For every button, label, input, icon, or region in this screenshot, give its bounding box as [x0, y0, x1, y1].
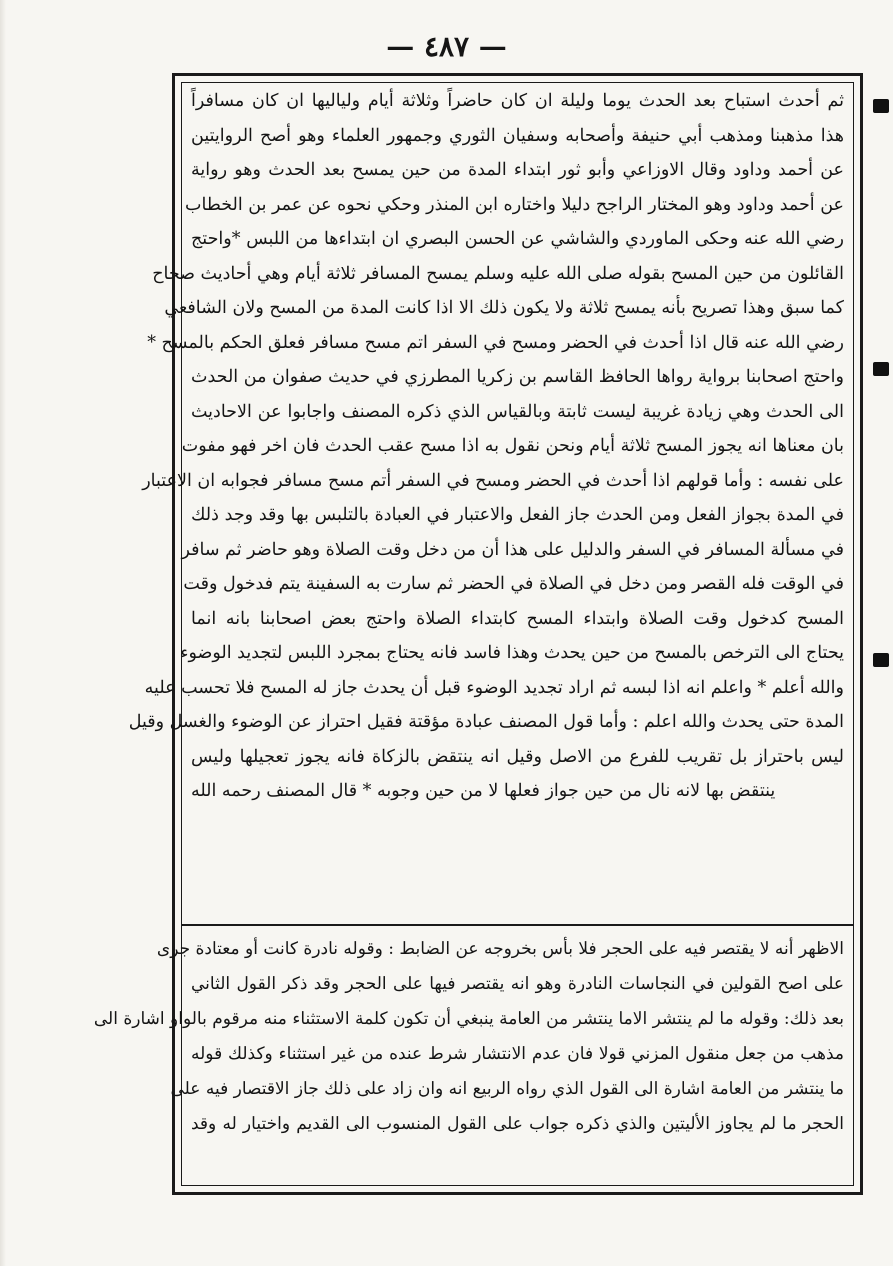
text-line: كما سبق وهذا تصريح بأنه يمسح ثلاثة ولا يكون ذلك الا اذا كانت المدة من المسح ولان الشافعي — [164, 298, 844, 318]
text-line: بان معناها انه يجوز المسح ثلاثة أيام ونحن نقول به اذا مسح عقب الحدث فان اخر فهو مفوت — [181, 436, 844, 456]
text-line: في المدة بجواز الفعل ومن الحدث جاز الفعل والاعتبار في العبادة بالتلبس بها وقد وجد ذلك — [191, 505, 844, 525]
footnote-line: الحجر ما لم يجاوز الأليتين والذي ذكره جواب على القول المنسوب الى القديم واختيار له وقد — [191, 1114, 844, 1134]
text-line: في مسألة المسافر في السفر والدليل على هذا أن من دخل وقت الصلاة وهو حاضر ثم سافر — [181, 539, 844, 560]
text-line: المسح كدخول وقت الصلاة وابتداء المسح كابتداء الصلاة واحتج بعض اصحابنا بانه انما — [191, 608, 844, 629]
text-line: ثم أحدث استباح بعد الحدث يوما وليلة ان كان حاضراً وثلاثة أيام ولياليها ان كان مسافراً — [191, 91, 844, 111]
text-line: الى الحدث وهي زيادة غريبة ليست ثابتة وبالقياس الذي ذكره المصنف واجابوا عن الاحاديث — [191, 401, 844, 422]
text-line: عن أحمد وداود وهو المختار الراجح دليلا واختاره ابن المنذر وحكي نحوه عن عمر بن الخطاب — [185, 194, 844, 215]
main-text — [128, 84, 844, 912]
footnote-line: ما ينتشر من العامة اشارة الى القول الذي رواه الربيع انه وان زاد على ذلك جاز الاقتصار فيه على — [170, 1079, 844, 1099]
text-line: يحتاج الى الترخص بالمسح من حين يحدث وهذا فاسد فانه يحتاج بمجرد اللبس لتجديد الوضوء — [180, 643, 844, 663]
scan-edge — [0, 0, 6, 1266]
footnote-separator — [181, 924, 854, 926]
text-line: المدة حتى يحدث والله اعلم : وأما قول المصنف عبادة مؤقتة فقيل احتراز عن الوضوء والغسل وقيل — [128, 712, 844, 732]
text-line: على نفسه : وأما قولهم اذا أحدث في الحضر ومسح في السفر أتم مسح مسافر فجوابه ان الاعتبار — [142, 470, 844, 491]
footnote-line: بعد ذلك: وقوله ما لم ينتشر الاما ينتشر من العامة ينبغي أن تكون كلمة الاستثناء منه مرقوم بالواو اشارة الى — [93, 1009, 844, 1029]
page-number: — ٤٨٧ — — [386, 30, 507, 63]
margin-bullet-icon — [873, 362, 889, 376]
page-frame — [93, 73, 863, 1195]
text-line: رضي الله عنه وحكى الماوردي والشاشي عن الحسن البصري ان ابتداءها من اللبس *واحتج — [191, 229, 844, 249]
text-line: واحتج اصحابنا برواية رواها الحافظ القاسم بن زكريا المطرزي في حديث صفوان من الحدث — [191, 367, 844, 387]
text-line: رضي الله عنه قال اذا أحدث في الحضر ومسح في السفر اتم مسح مسافر فعلق الحكم بالمسح * — [147, 332, 844, 353]
margin-bullet-icon — [873, 99, 889, 113]
text-line: ليس باحتراز بل تقريب للفرع من الاصل وقيل انه ينتقض بالزكاة فانه يجوز تعجيلها وليس — [191, 746, 844, 767]
text-line: هذا مذهبنا ومذهب أبي حنيفة وأصحابه وسفيان الثوري وجمهور العلماء وهو أصح الروايتين — [191, 125, 844, 146]
margin-bullet-icon — [873, 653, 889, 667]
text-line: والله أعلم * واعلم انه اذا لبسه ثم اراد تجديد الوضوء قبل أن يحدث جاز له المسح فلا تحسب عليه — [144, 677, 844, 698]
text-line: في الوقت فله القصر ومن دخل في الصلاة في الحضر ثم سارت به السفينة يتم فدخول وقت — [183, 574, 844, 594]
text-line: القائلون من حين المسح بقوله صلى الله عليه وسلم يمسح المسافر ثلاثة أيام وهي أحاديث صحاح — [152, 263, 844, 284]
footnote-line: مذهب من جعل منقول المزني قولا فان عدم الانتشار شرط عنده من غير استثناء وكذلك قوله — [191, 1044, 844, 1064]
footnote-line: على اصح القولين في النجاسات النادرة وهو انه يقتصر فيها على الحجر وقد ذكر القول الثاني — [191, 974, 844, 994]
footnote-text — [93, 932, 844, 1172]
text-line: عن أحمد وداود وقال الاوزاعي وأبو ثور ابتداء المدة من حين يمسح بعد الحدث وهو رواية — [191, 160, 844, 180]
text-line: ينتقض بها لانه نال من حين جواز فعلها لا من حين وجوبه * قال المصنف رحمه الله — [191, 781, 776, 801]
footnote-line: الاظهر أنه لا يقتصر فيه على الحجر فلا بأس بخروجه عن الضابط : وقوله نادرة كانت أو معتادة جرى — [156, 939, 844, 959]
